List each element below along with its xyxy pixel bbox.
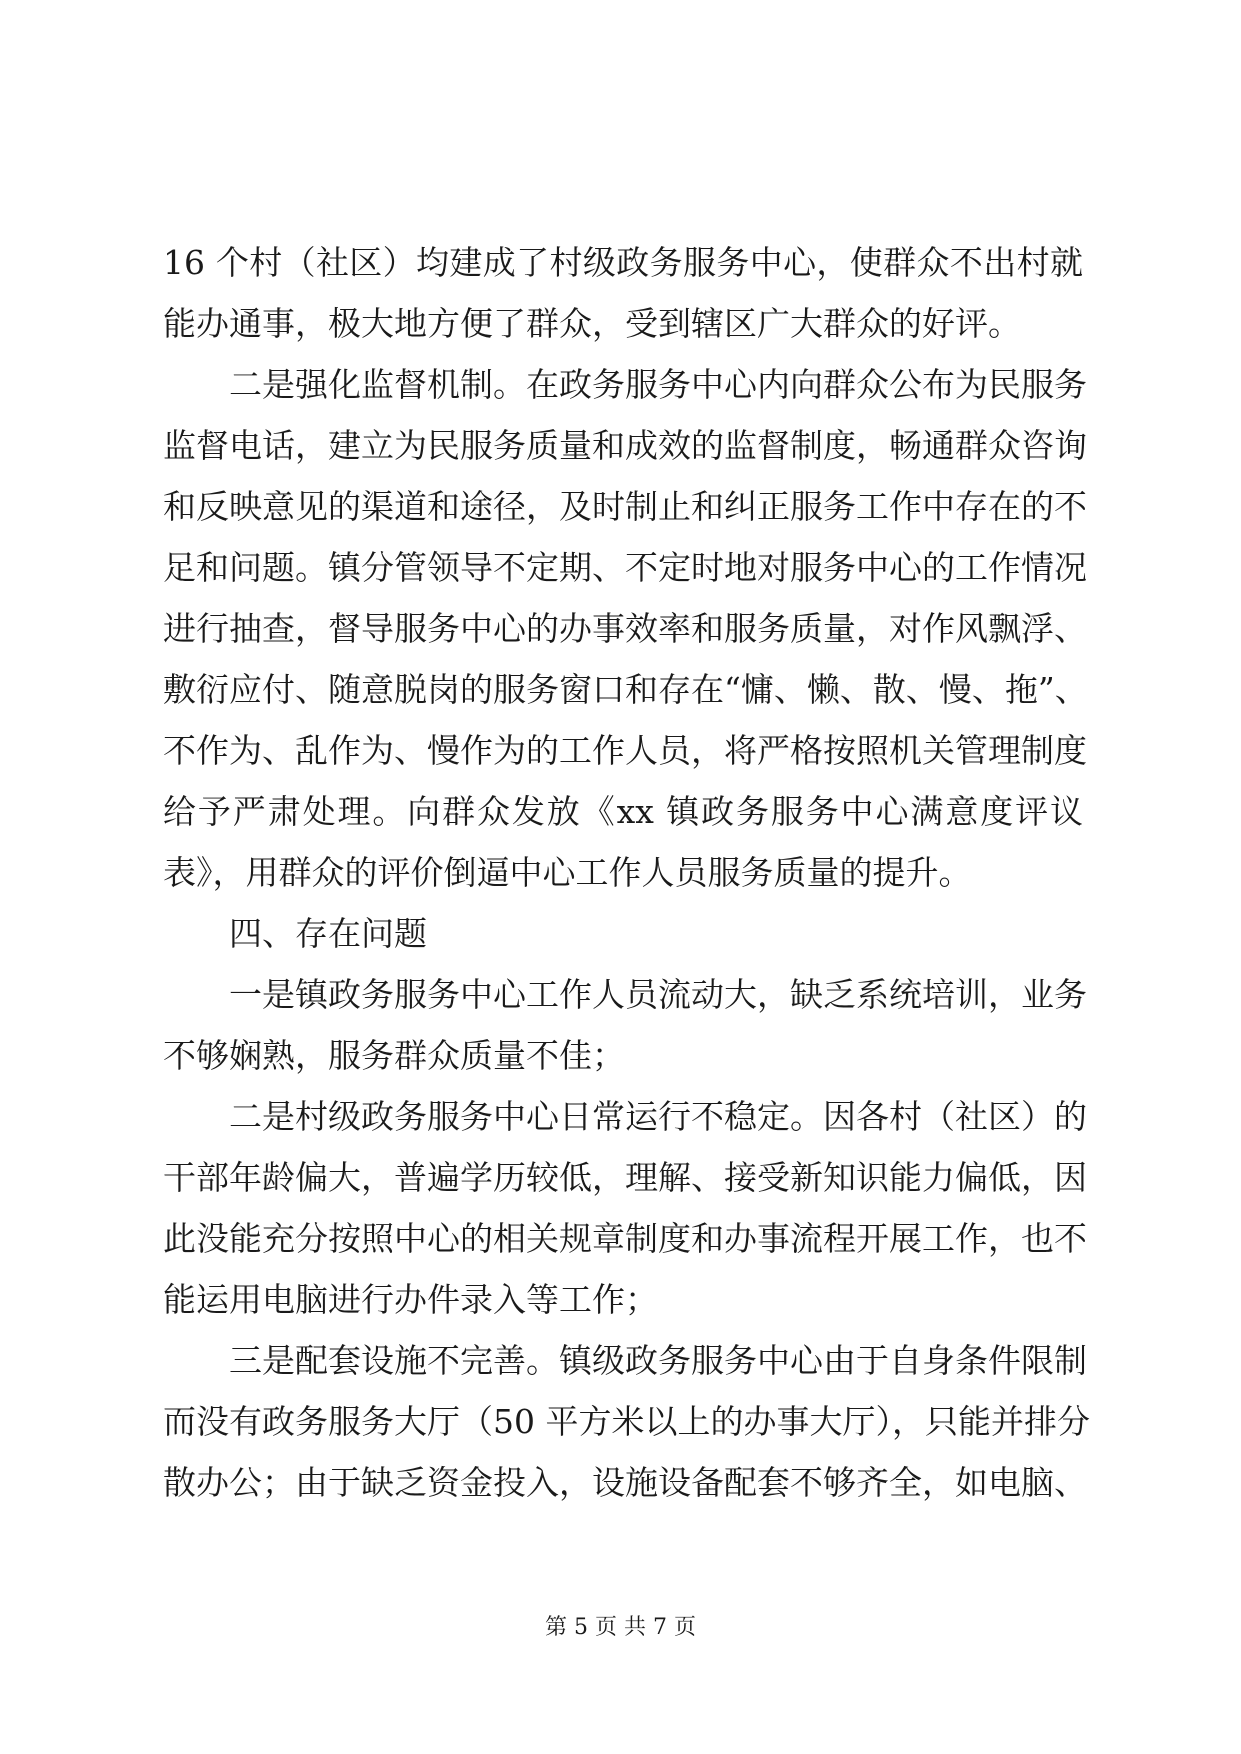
text-line: 和反映意见的渠道和途径，及时制止和纠正服务工作中存在的不: [163, 487, 1087, 526]
text-line: 能办通事，极大地方便了群众，受到辖区广大群众的好评。: [163, 304, 1021, 343]
paragraph-start-line: 一是镇政务服务中心工作人员流动大，缺乏系统培训，业务: [229, 975, 1087, 1014]
paragraph-start-line: 二是村级政务服务中心日常运行不稳定。因各村（社区）的: [229, 1097, 1087, 1136]
text-line: 而没有政务服务大厅（50 平方米以上的办事大厅），只能并排分: [163, 1402, 1090, 1441]
text-line: 干部年龄偏大，普遍学历较低，理解、接受新知识能力偏低，因: [163, 1158, 1087, 1197]
text-line: 监督电话，建立为民服务质量和成效的监督制度，畅通群众咨询: [163, 426, 1087, 465]
paragraph-start-line: 三是配套设施不完善。镇级政务服务中心由于自身条件限制: [229, 1341, 1087, 1380]
text-line: 能运用电脑进行办件录入等工作；: [163, 1280, 658, 1319]
text-line: 不作为、乱作为、慢作为的工作人员，将严格按照机关管理制度: [163, 731, 1087, 770]
document-body: [163, 232, 1090, 1513]
text-line: 进行抽查，督导服务中心的办事效率和服务质量，对作风飘浮、: [163, 609, 1087, 648]
text-line: 16 个村（社区）均建成了村级政务服务中心，使群众不出村就: [163, 243, 1083, 282]
text-line: 表》，用群众的评价倒逼中心工作人员服务质量的提升。: [163, 853, 972, 892]
text-line: 此没能充分按照中心的相关规章制度和办事流程开展工作，也不: [163, 1219, 1087, 1258]
paragraph-start-line: 二是强化监督机制。在政务服务中心内向群众公布为民服务: [229, 365, 1087, 404]
page-number-footer: 第 5 页 共 7 页: [545, 1615, 696, 1640]
text-line: 给予严肃处理。向群众发放《xx 镇政务服务中心满意度评议: [163, 792, 1083, 831]
text-line: 敷衍应付、随意脱岗的服务窗口和存在“慵、懒、散、慢、拖”、: [163, 670, 1088, 709]
text-line: 不够娴熟，服务群众质量不佳；: [163, 1036, 625, 1075]
section-heading: 四、存在问题: [229, 914, 427, 953]
text-line: 散办公；由于缺乏资金投入，设施设备配套不够齐全，如电脑、: [163, 1463, 1087, 1502]
text-line: 足和问题。镇分管领导不定期、不定时地对服务中心的工作情况: [163, 548, 1087, 587]
